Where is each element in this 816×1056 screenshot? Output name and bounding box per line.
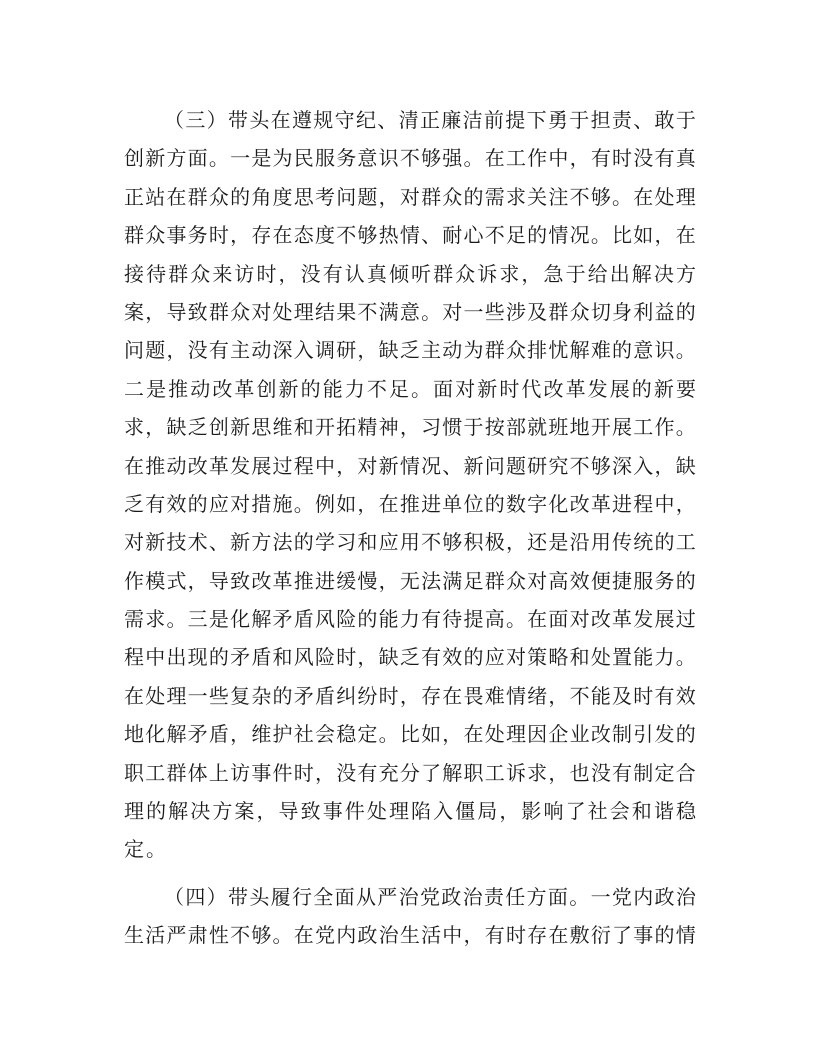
text-line: 作 模 式 ， 导 致 改 革 推 进 缓 慢 ， 无 法 满 足 群 众 对 高 效 便 捷 服 务 的 [124, 568, 696, 593]
text-line: 对 新 技 术 、 新 方 法 的 学 习 和 应 用 不 够 积 极 ， 还 是 沿 用 传 统 的 工 [124, 530, 696, 555]
paragraph-gap [124, 869, 696, 878]
text-line: 案 ， 导 致 群 众 对 处 理 结 果 不 满 意 。 对 一 些 涉 及 群 众 切 身 利 益 的 [124, 299, 696, 324]
text-line: 问 题 ， 没 有 主 动 深 入 调 研 ， 缺 乏 主 动 为 群 众 排 忧 解 难 的 意 识 。 [124, 338, 696, 363]
text-line: 需 求 。 三 是 化 解 矛 盾 风 险 的 能 力 有 待 提 高 。 在 面 对 改 革 发 展 过 [124, 607, 696, 632]
text-line: 职 工 群 体 上 访 事 件 时 ， 没 有 充 分 了 解 职 工 诉 求 ， 也 没 有 制 定 合 [124, 760, 696, 785]
text-line: 群 众 事 务 时 ， 存 在 态 度 不 够 热 情 、 耐 心 不 足 的 情 况 。 比 如 ， 在 [124, 223, 696, 248]
text-line: 求 ， 缺 乏 创 新 思 维 和 开 拓 精 神 ， 习 惯 于 按 部 就 班 地 开 展 工 作 。 [124, 415, 696, 440]
text-line: 在 处 理 一 些 复 杂 的 矛 盾 纠 纷 时 ， 存 在 畏 难 情 绪 ， 不 能 及 时 有 效 [124, 683, 696, 708]
text-line: 乏 有 效 的 应 对 措 施 。 例 如 ， 在 推 进 单 位 的 数 字 化 改 革 进 程 中 ， [124, 491, 696, 516]
text-line: 正 站 在 群 众 的 角 度 思 考 问 题 ， 对 群 众 的 需 求 关 注 不 够 。 在 处 理 [124, 184, 696, 209]
text-line: 理 的 解 决 方 案 ， 导 致 事 件 处 理 陷 入 僵 局 ， 影 响 了 社 会 和 谐 稳 [124, 799, 696, 824]
text-line: 生 活 严 肃 性 不 够 。 在 党 内 政 治 生 活 中 ， 有 时 存 在 敷 衍 了 事 的 情 [124, 923, 696, 948]
document-body [124, 101, 696, 955]
paragraph [124, 101, 696, 869]
text-line: 二 是 推 动 改 革 创 新 的 能 力 不 足 。 面 对 新 时 代 改 革 发 展 的 新 要 [124, 376, 696, 401]
text-line: 程 中 出 现 的 矛 盾 和 风 险 时 ， 缺 乏 有 效 的 应 对 策 略 和 处 置 能 力 。 [124, 645, 696, 670]
text-line: 定 。 [124, 837, 166, 862]
text-line: 地 化 解 矛 盾 ， 维 护 社 会 稳 定 。 比 如 ， 在 处 理 因 企 业 改 制 引 发 的 [124, 722, 696, 747]
text-line: 接 待 群 众 来 访 时 ， 没 有 认 真 倾 听 群 众 诉 求 ， 急 于 给 出 解 决 方 [124, 261, 696, 286]
text-line: 创 新 方 面 。 一 是 为 民 服 务 意 识 不 够 强 。 在 工 作 中 ， 有 时 没 有 真 [124, 146, 696, 171]
paragraph [124, 878, 696, 955]
text-line: 在 推 动 改 革 发 展 过 程 中 ， 对 新 情 况 、 新 问 题 研 究 不 够 深 入 ， 缺 [124, 453, 696, 478]
text-line: （ 四 ） 带 头 履 行 全 面 从 严 治 党 政 治 责 任 方 面 。 一 党 内 政 治 [164, 884, 696, 909]
text-line: （ 三 ） 带 头 在 遵 规 守 纪 、 清 正 廉 洁 前 提 下 勇 于 担 责 、 敢 于 [164, 108, 696, 132]
